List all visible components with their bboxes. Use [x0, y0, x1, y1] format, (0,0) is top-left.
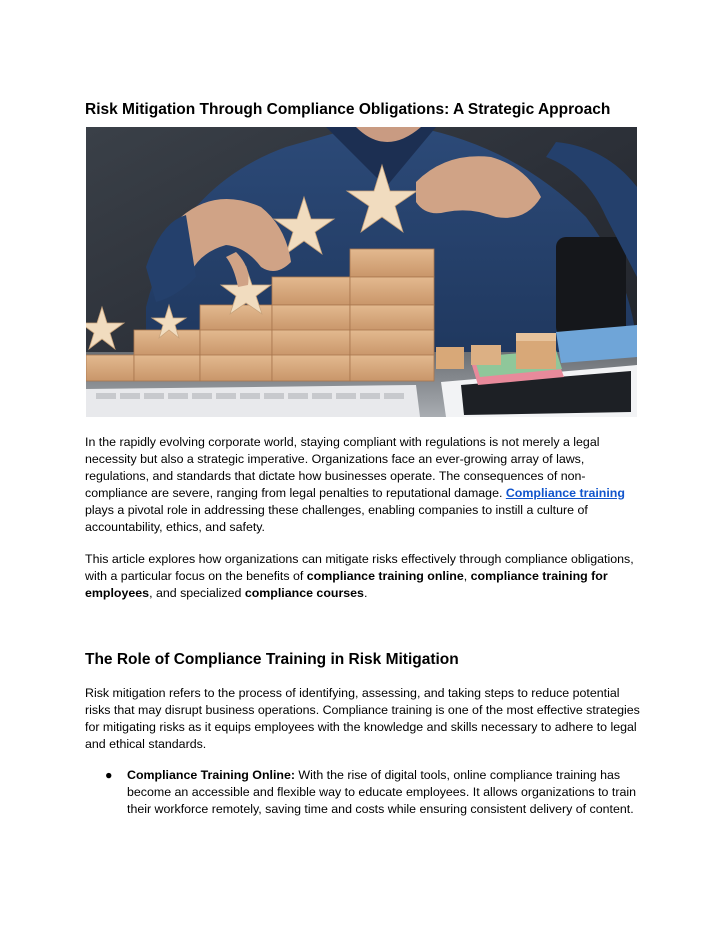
focus-paragraph: [85, 551, 645, 602]
intro-text-start: In the rapidly evolving corporate world, staying compliant with regulations is not merely a legal necessity but also a strategic imperative. Organizations face an ever-growing array of laws, regulations, and standards that dictate how businesses operate. The consequences of non-compliance are severe, ranging from legal penalties to reputational damage.: [85, 435, 600, 500]
list-item-label: Compliance Training Online:: [127, 768, 295, 782]
focus-bold-online: compliance training online: [306, 569, 464, 583]
article-title: Risk Mitigation Through Compliance Obligations: A Strategic Approach: [85, 101, 611, 118]
bullet-marker: ●: [105, 768, 113, 782]
focus-text-end: .: [363, 586, 368, 600]
compliance-training-link[interactable]: Compliance training: [505, 486, 625, 500]
intro-paragraph: [85, 434, 645, 536]
hero-image: [86, 127, 637, 417]
focus-text-start: This article explores how organizations can mitigate risks effectively through compliance obligations, with a particular focus on the benefits of: [85, 552, 634, 583]
list-item: [85, 767, 645, 818]
bullet-list: [85, 767, 645, 818]
list-item-text: With the rise of digital tools, online compliance training has become an accessible and flexible way to educate employees. It allows organizations to train their workforce remotely, saving time and costs while ensuring consistent delivery of content.: [127, 768, 636, 816]
section-paragraph: Risk mitigation refers to the process of identifying, assessing, and taking steps to reduce potential risks that may disrupt business operations. Compliance training is one of the most effective strategies for mitigating risks as it equips employees with the knowledge and skills necessary to adhere to legal and ethical standards.: [85, 686, 640, 751]
hero-illustration: [86, 127, 637, 417]
intro-text-end: plays a pivotal role in addressing these challenges, enabling companies to instill a culture of accountability, ethics, and safety.: [85, 503, 588, 534]
focus-bold-courses: compliance courses: [244, 586, 364, 600]
focus-bold-employees: compliance training for employees: [85, 569, 608, 600]
section-heading: The Role of Compliance Training in Risk Mitigation: [85, 651, 459, 668]
focus-separator: ,: [463, 569, 471, 583]
focus-text-mid: , and specialized: [149, 586, 245, 600]
